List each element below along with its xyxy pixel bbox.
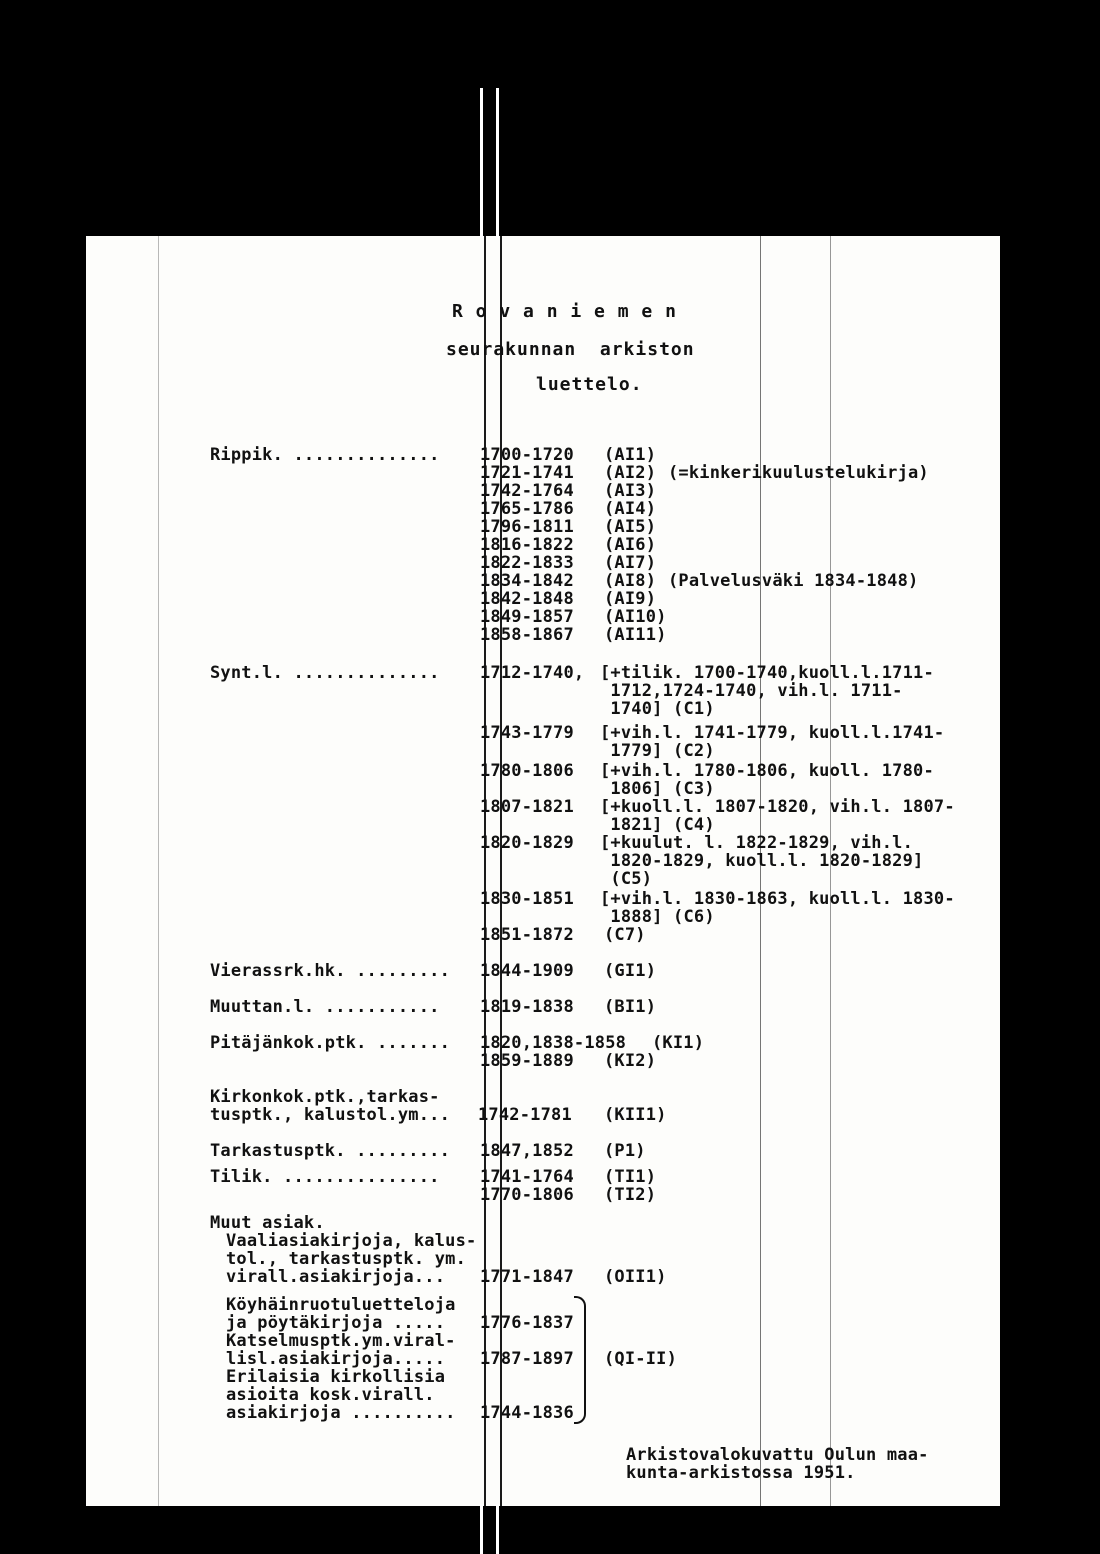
label-vierassrk: Vierassrk.hk. .........: [210, 961, 451, 981]
archive-code: (AI1): [604, 445, 657, 465]
year-range: 1700-1720: [480, 445, 574, 465]
footer-line-2: kunta-arkistossa 1951.: [626, 1463, 856, 1483]
entry-desc: Vaaliasiakirjoja, kalus-: [226, 1231, 477, 1251]
year-range: 1844-1909: [480, 961, 574, 981]
year-range: 1807-1821: [480, 797, 574, 817]
year-range: 1820-1829: [480, 833, 574, 853]
archive-code: (GI1): [604, 961, 657, 981]
archive-code: (AI9): [604, 589, 657, 609]
year-range: 1796-1811: [480, 517, 574, 537]
year-range: 1858-1867: [480, 625, 574, 645]
label-rippik: Rippik. ..............: [210, 445, 440, 465]
year-range: 1834-1842: [480, 571, 574, 591]
spine-strip: [496, 1504, 499, 1554]
archive-code: (TI2): [604, 1185, 657, 1205]
spine-strip: [496, 88, 499, 238]
archive-code: (AI5): [604, 517, 657, 537]
archive-code: (AI6): [604, 535, 657, 555]
year-range: 1765-1786: [480, 499, 574, 519]
archive-code: (AI11): [604, 625, 667, 645]
entry-desc: ja pöytäkirjoja .....: [226, 1313, 446, 1333]
year-range: 1847,1852: [480, 1141, 574, 1161]
entry-desc: [+tilik. 1700-1740,kuoll.l.1711-: [600, 663, 934, 683]
archive-code: (AI4): [604, 499, 657, 519]
year-range: 1822-1833: [480, 553, 574, 573]
entry-desc: [+vih.l. 1741-1779, kuoll.l.1741-: [600, 723, 945, 743]
year-range: 1741-1764: [480, 1167, 574, 1187]
entry-desc: [+kuoll.l. 1807-1820, vih.l. 1807-: [600, 797, 955, 817]
year-range: 1851-1872: [480, 925, 574, 945]
entry-desc: 1820-1829, kuoll.l. 1820-1829]: [600, 851, 924, 871]
film-line: [158, 236, 159, 1506]
label-kirkonkok: tusptk., kalustol.ym...: [210, 1105, 451, 1125]
entry-desc: Erilaisia kirkollisia: [226, 1367, 446, 1387]
entry-desc: Katselmusptk.ym.viral-: [226, 1331, 456, 1351]
archive-code: (AI10): [604, 607, 667, 627]
archive-code: (OII1): [604, 1267, 667, 1287]
title-line-3: luettelo.: [536, 374, 643, 395]
footer-line-1: Arkistovalokuvattu Oulun maa-: [626, 1445, 929, 1465]
year-range: 1743-1779: [480, 723, 574, 743]
entry-desc: [+kuulut. l. 1822-1829, vih.l.: [600, 833, 914, 853]
year-range: 1842-1848: [480, 589, 574, 609]
year-range: 1776-1837: [480, 1313, 574, 1333]
entry-desc: asioita kosk.virall.: [226, 1385, 435, 1405]
archive-code: (AI8): [604, 571, 657, 591]
year-range: 1742-1764: [480, 481, 574, 501]
entry-desc: virall.asiakirjoja...: [226, 1267, 446, 1287]
year-range: 1770-1806: [480, 1185, 574, 1205]
title-line-2: seurakunnan arkiston: [446, 339, 695, 360]
year-range: 1721-1741: [480, 463, 574, 483]
label-pitajankok: Pitäjänkok.ptk. .......: [210, 1033, 451, 1053]
spine-strip: [480, 1504, 483, 1554]
entry-desc: tol., tarkastusptk. ym.: [226, 1249, 467, 1269]
note-kinkeri: (=kinkerikuulustelukirja): [668, 463, 929, 483]
year-range: 1859-1889: [480, 1051, 574, 1071]
entry-desc: Köyhäinruotuluetteloja: [226, 1295, 456, 1315]
archive-code: (AI7): [604, 553, 657, 573]
year-range: 1816-1822: [480, 535, 574, 555]
note-palvelusvaki: (Palvelusväki 1834-1848): [668, 571, 919, 591]
archive-code: (P1): [604, 1141, 646, 1161]
archive-code: (C7): [604, 925, 646, 945]
film-line: [830, 236, 831, 1506]
year-range: 1830-1851: [480, 889, 574, 909]
year-range: 1787-1897: [480, 1349, 574, 1369]
spine-strip: [480, 88, 483, 238]
label-muut-asiak: Muut asiak.: [210, 1213, 325, 1233]
entry-desc: 1806] (C3): [600, 779, 715, 799]
archive-code: (QI-II): [604, 1349, 678, 1369]
label-tilik: Tilik. ...............: [210, 1167, 440, 1187]
year-range: 1771-1847: [480, 1267, 574, 1287]
archive-code: (KI2): [604, 1051, 657, 1071]
archive-code: (KI1): [652, 1033, 705, 1053]
year-range: 1780-1806: [480, 761, 574, 781]
entry-desc: [+vih.l. 1780-1806, kuoll. 1780-: [600, 761, 934, 781]
year-range: 1819-1838: [480, 997, 574, 1017]
film-line: [760, 236, 761, 1506]
label-tarkastusptk: Tarkastusptk. .........: [210, 1141, 451, 1161]
entry-desc: 1779] (C2): [600, 741, 715, 761]
label-kirkonkok: Kirkonkok.ptk.,tarkas-: [210, 1087, 440, 1107]
brace: [574, 1296, 586, 1424]
label-synt: Synt.l. ..............: [210, 663, 440, 683]
year-range: 1744-1836: [480, 1403, 574, 1423]
entry-desc: 1888] (C6): [600, 907, 715, 927]
title-line-1: R o v a n i e m e n: [452, 301, 677, 322]
archive-code: (BI1): [604, 997, 657, 1017]
entry-desc: 1712,1724-1740, vih.l. 1711-: [600, 681, 903, 701]
entry-desc: 1740] (C1): [600, 699, 715, 719]
year-range: 1820,1838-1858: [480, 1033, 627, 1053]
year-range: 1712-1740,: [480, 663, 585, 683]
archive-code: (TI1): [604, 1167, 657, 1187]
year-range: 1742-1781: [478, 1105, 572, 1125]
label-muuttan: Muuttan.l. ...........: [210, 997, 440, 1017]
entry-desc: lisl.asiakirjoja.....: [226, 1349, 446, 1369]
archive-code: (AI3): [604, 481, 657, 501]
archive-code: (KII1): [604, 1105, 667, 1125]
entry-desc: (C5): [600, 869, 653, 889]
entry-desc: asiakirjoja ..........: [226, 1403, 456, 1423]
entry-desc: [+vih.l. 1830-1863, kuoll.l. 1830-: [600, 889, 955, 909]
year-range: 1849-1857: [480, 607, 574, 627]
archive-code: (AI2): [604, 463, 657, 483]
entry-desc: 1821] (C4): [600, 815, 715, 835]
